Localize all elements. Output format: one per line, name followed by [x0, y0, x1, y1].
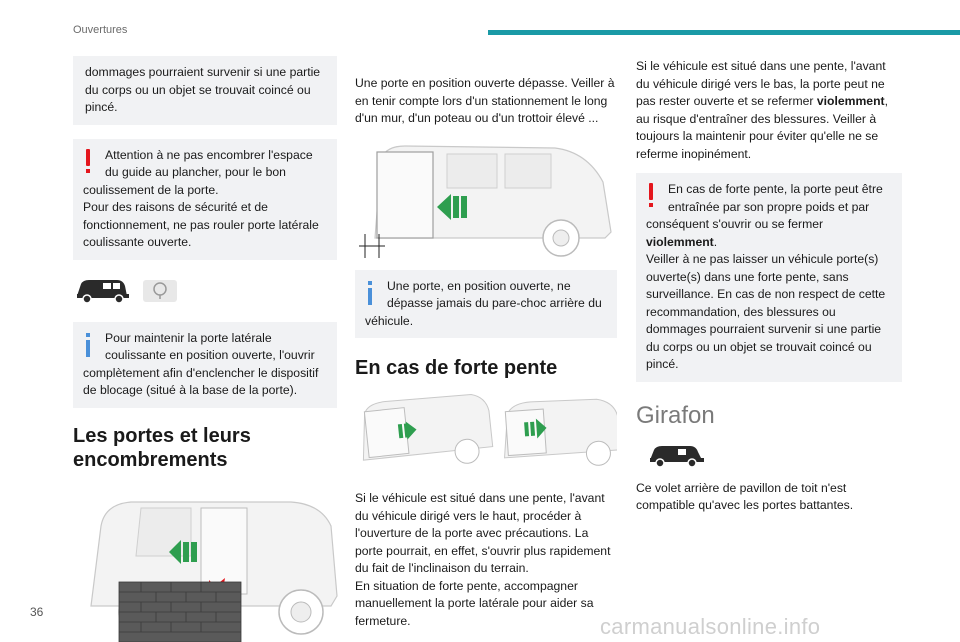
warning-bold-end: .: [713, 234, 718, 249]
vehicle-icons: [73, 274, 337, 310]
info-icon: [367, 281, 373, 305]
heading-door-dimensions: Les portes et leurs encombrements: [73, 424, 251, 471]
info-icon: [85, 333, 91, 357]
column-2: [355, 75, 617, 640]
warning-box-steep-slope: [636, 173, 902, 382]
slope-down-text: [636, 58, 902, 163]
warning-bold: violemment: [646, 234, 714, 249]
info-text-first: Pour maintenir la porte latérale coulissante en position ouverte, l'ouvrir: [105, 330, 315, 362]
info-text-rest: complètement afin d'enclencher le dispositif de blocage (situé à la base de la porte).: [83, 365, 319, 397]
van-open-door-illustration: [355, 138, 617, 258]
girafon-text: Ce volet arrière de pavillon de toit n'est compatible qu'avec les portes battantes.: [636, 480, 854, 512]
info-box-door-lock: [73, 322, 337, 408]
slope-up-text: Si le véhicule est situé dans une pente, l'avant du véhicule dirigé vers le haut, procéder à l'ouverture de la porte avec précautions. La porte pourrait, en effet, s'ouvrir plus rapidement du fait de l'inclinaison du terrain.: [355, 491, 611, 575]
column-1: [73, 56, 337, 642]
van-icon: [73, 274, 183, 306]
slope-illustrations: [355, 394, 617, 474]
slope-accompany-text: En situation de forte pente, accompagner manuellement la porte latérale pour aider sa fermeture.: [355, 578, 594, 628]
slope-down-bold: violemment: [816, 94, 885, 108]
warning-icon: [648, 183, 654, 207]
header-accent-bar: [488, 30, 960, 35]
watermark: carmanualsonline.info: [600, 614, 821, 639]
continued-warning-box: [73, 56, 337, 125]
heading-steep-slope: En cas de forte pente: [355, 357, 558, 379]
heading-girafon: Girafon: [636, 401, 715, 429]
door-protrudes-text: Une porte en position ouverte dépasse. Veiller à en tenir compte lors d'un stationnement le long d'un mur, d'un poteau ou d'un trottoir élevé ...: [355, 76, 615, 125]
slope-down-text-b: , au risque d'entraîner des blessures. Veiller à toujours la maintenir pour éviter qu'elle ne se referme inopinément.: [636, 94, 888, 161]
warning-text-rest: coulissement de la porte.: [83, 182, 219, 197]
warning-text-p2: Pour des raisons de sécurité et de fonctionnement, ne pas rouler porte latérale coulissante ouverte.: [83, 200, 319, 249]
page-number: 36: [30, 605, 44, 619]
van-wall-illustration: [81, 486, 345, 642]
info-text-rest: véhicule.: [365, 313, 414, 328]
info-box-rear-bumper: [355, 270, 617, 339]
van-icon: [646, 442, 710, 470]
warning-text-first: En cas de forte pente, la porte peut être entraînée par son propre poids et par: [668, 182, 883, 214]
warning-box-floor-guide: [73, 139, 337, 260]
warning-text-rest: conséquent s'ouvrir ou se fermer: [646, 217, 824, 231]
warning-text-p2: Veiller à ne pas laisser un véhicule porte(s) ouverte(s) dans une forte pente, sans surveillance. En cas de non respect de cette recommandation, des blessures ou dommages pourraient survenir si une partie du corps ou un objet se trouvait coincé ou pincé.: [646, 252, 886, 371]
warning-text-first: Attention à ne pas encombrer l'espace du guide au plancher, pour le bon: [105, 147, 313, 179]
slope-down-text-a: Si le véhicule est situé dans une pente, l'avant du véhicule dirigé vers le bas, la porte peut ne pas rester ouverte et se refermer: [636, 59, 886, 108]
column-3: [636, 58, 902, 525]
info-text-first: Une porte, en position ouverte, ne dépasse jamais du pare-choc arrière du: [387, 278, 602, 310]
continued-warning-text: dommages pourraient survenir si une partie du corps ou un objet se trouvait coincé ou pincé.: [85, 65, 321, 114]
warning-icon: [85, 149, 91, 173]
section-title: Ouvertures: [73, 24, 128, 36]
